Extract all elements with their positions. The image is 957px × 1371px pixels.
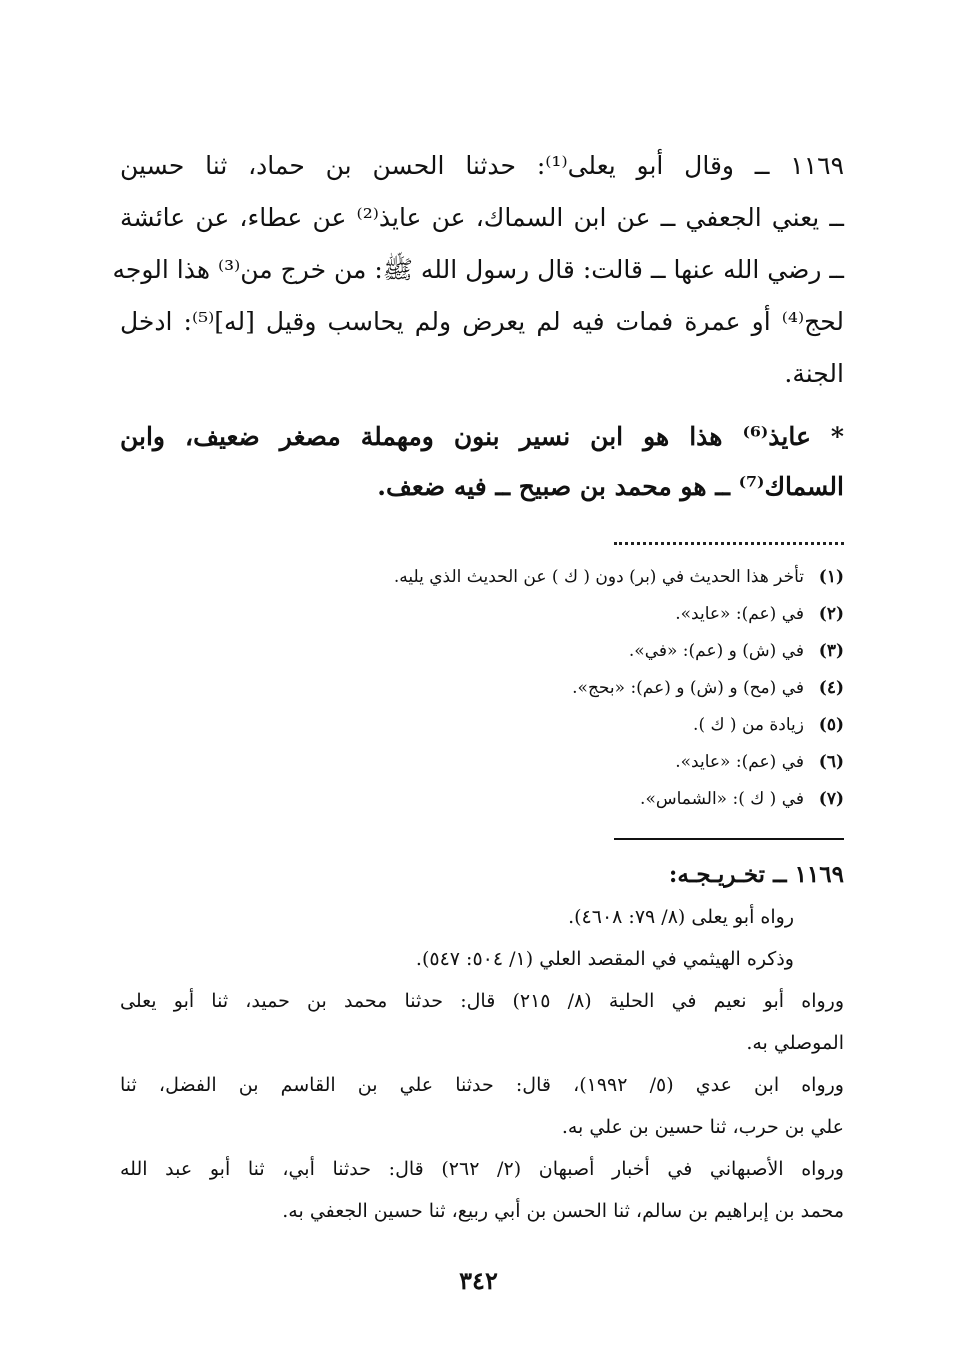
footnote <box>120 781 844 818</box>
footnote-number: (٣) <box>818 641 844 661</box>
footnote <box>120 559 844 596</box>
footnote-text: في (ش) و (عم): «في». <box>628 641 804 661</box>
takhrij-line: ورواه ابن عدي (٥/ ١٩٩٢)، قال: حدثنا علي بن القاسم بن الفضل، ثنا <box>120 1074 844 1096</box>
footnote-number: (٧) <box>818 789 844 809</box>
hadith-line: ــ يعني الجعفي ــ عن ابن السماك، عن عايذ⁽²⁾ عن عطاء، عن عائشة <box>120 203 845 232</box>
grading-line: السماك⁽⁷⁾ ــ هو محمد بن صبيح ــ فيه ضعف. <box>377 472 844 501</box>
footnote-text: في (عم): «عايد». <box>675 604 804 624</box>
takhrij-text <box>120 896 844 1232</box>
takhrij-line: وذكره الهيثمي في المقصد العلي (١/ ٥٠٤: ٥٤٧). <box>415 948 794 970</box>
page-number: ٣٤٢ <box>459 1266 498 1295</box>
footnote-number: (١) <box>818 567 844 587</box>
hadith-line: ١١٦٩ ــ وقال أبو يعلى⁽¹⁾: حدثنا الحسن بن حماد، ثنا حسين <box>120 151 844 180</box>
footnote-text: زيادة من ( ك ). <box>693 715 804 735</box>
takhrij-line: علي بن حرب، ثنا حسين بن علي به. <box>561 1116 844 1138</box>
takhrij-line: محمد بن إبراهيم بن سالم، ثنا الحسن بن أبي ربيع، ثنا حسين الجعفي به. <box>282 1200 844 1222</box>
page-body <box>112 140 845 1232</box>
footnote-text: في (مح) و (ش) و (عم): «بحج». <box>572 678 804 698</box>
grading-line: * عايذ⁽⁶⁾ هذا هو ابن نسير بنون ومهملة مصغر ضعيف، وابن <box>120 422 844 451</box>
footnote-number: (٢) <box>818 604 844 624</box>
grading-text <box>120 412 844 512</box>
footnote <box>120 670 844 707</box>
hadith-line: ــ رضي الله عنها ــ قالت: قال رسول الله ﷺ: من خرج من⁽³⁾ هذا الوجه <box>112 255 844 284</box>
takhrij-line: رواه أبو يعلى (٨/ ٧٩: ٤٦٠٨). <box>568 906 794 928</box>
footnote-number: (٥) <box>818 715 844 735</box>
footnote <box>120 744 844 781</box>
footnote-separator <box>614 532 844 545</box>
takhrij-line: ورواه أبو نعيم في الحلية (٨/ ٢١٥) قال: حدثنا محمد بن حميد، ثنا أبو يعلى <box>120 990 844 1012</box>
section-divider <box>614 838 844 840</box>
takhrij-heading: ١١٦٩ ــ تخـريـجـه: <box>668 861 844 888</box>
footnote <box>120 633 844 670</box>
footnote-number: (٦) <box>818 752 844 772</box>
hadith-text <box>112 140 845 400</box>
takhrij-line: الموصلي به. <box>746 1032 844 1054</box>
footnotes-list <box>120 559 844 818</box>
footnote-number: (٤) <box>818 678 844 698</box>
footnote-text: في ( ك ): «الشماس». <box>640 789 804 809</box>
footnote <box>120 707 844 744</box>
footnote-text: تأخر هذا الحديث في (بر) دون ( ك ) عن الحديث الذي يليه. <box>393 567 804 587</box>
footnote-text: في (عم): «عايد». <box>675 752 804 772</box>
footnote <box>120 596 844 633</box>
takhrij-line: ورواه الأصبهاني في أخبار أصبهان (٢/ ٢٦٢) قال: حدثنا أبي، ثنا أبو عبد الله <box>120 1158 844 1180</box>
hadith-line: الجنة. <box>784 359 844 388</box>
hadith-line: لحج⁽⁴⁾ أو عمرة فمات فيه لم يعرض ولم يحاسب وقيل [له]⁽⁵⁾: ادخل <box>120 307 844 336</box>
